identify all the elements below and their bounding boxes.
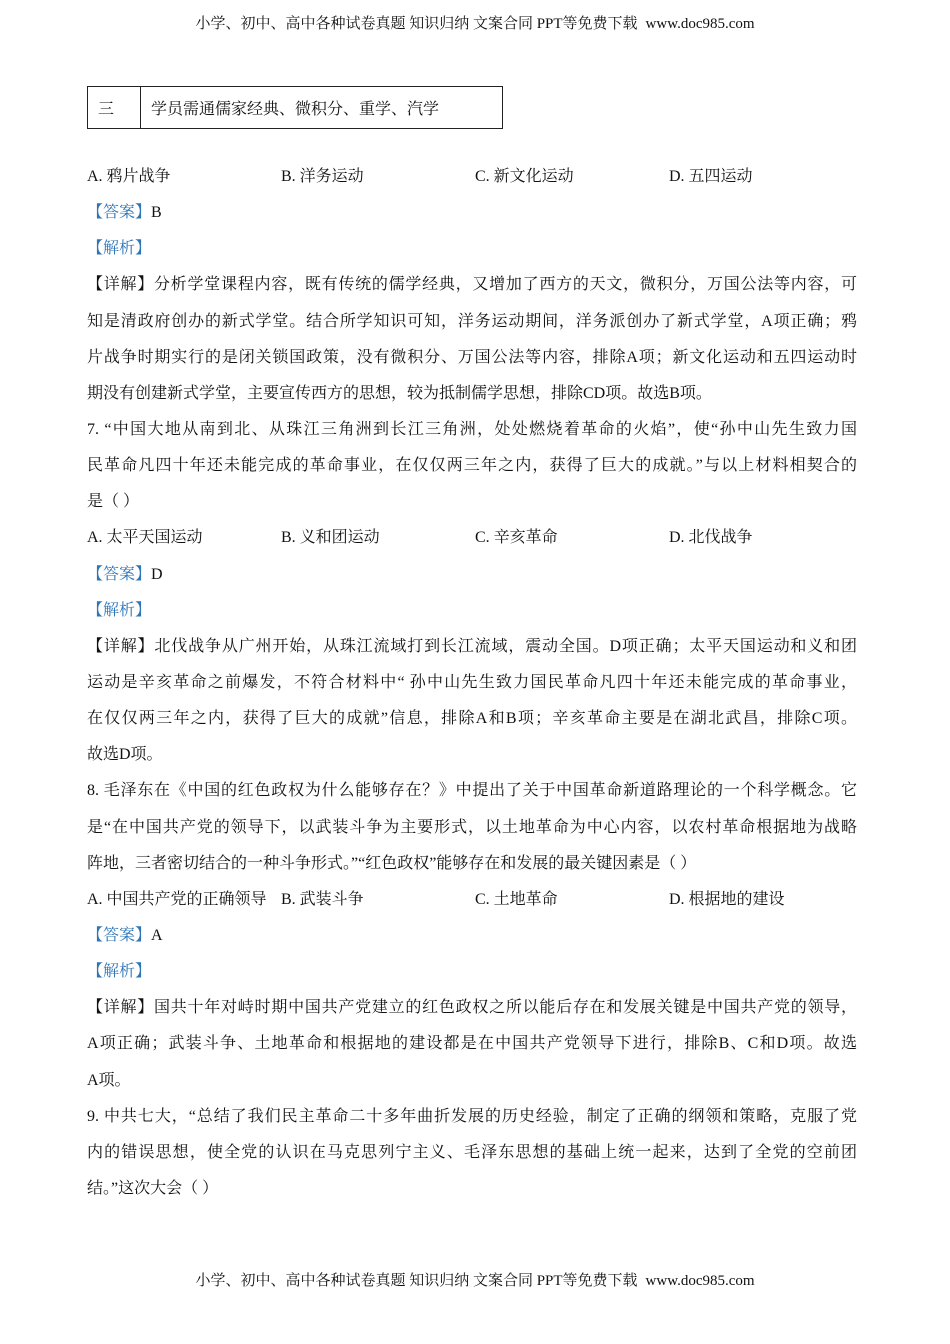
q7-detail-line [87, 629, 857, 665]
q9-stem-line: 结。”这次大会（ ） [87, 1179, 219, 1197]
q6-analysis-label: 【解析】 [87, 240, 152, 258]
header-url: www.doc985.com [645, 16, 755, 32]
answer-label: 【答案】 [87, 565, 152, 583]
q8-stem-line: 是“在中国共产党的领导下，以武装斗争为主要形式，以土地革命为中心内容，以农村革命根据地为战略 [87, 818, 857, 836]
q7-stem-line: 7. “中国大地从南到北、从珠江三角洲到长江三角洲，处处燃烧着革命的火焰”，使“孙中山先生致力国 [87, 420, 857, 438]
table-cell-index: 三 [88, 87, 141, 129]
detail-label: 【详解】 [87, 276, 155, 294]
q7-options [87, 520, 857, 556]
q6-detail-line: 片战争时期实行的是闭关锁国政策，没有微积分、万国公法等内容，排除A项；新文化运动和五四运动时 [87, 348, 857, 366]
q9-stem-line: 9. 中共七大，“总结了我们民主革命二十多年曲折发展的历史经验，制定了正确的纲领和策略，克服了党 [87, 1107, 857, 1125]
detail-label: 【详解】 [87, 637, 155, 655]
footer-text: 小学、初中、高中各种试卷真题 知识归纳 文案合同 PPT等免费下载 [195, 1273, 638, 1289]
q8-options [87, 882, 857, 918]
q9-stem-line: 内的错误思想，使全党的认识在马克思列宁主义、毛泽东思想的基础上统一起来，达到了全党的空前团 [87, 1143, 857, 1161]
option-b: B. 洋务运动 [281, 168, 364, 185]
detail-text: 北伐战争从广州开始，从珠江流域打到长江流域，震动全国。D项正确；太平天国运动和义和团 [154, 637, 857, 655]
q6-detail-line: 期没有创建新式学堂，主要宣传西方的思想，较为抵制儒学思想，排除CD项。故选B项。 [87, 384, 712, 402]
option-c: C. 新文化运动 [475, 168, 574, 185]
header-text: 小学、初中、高中各种试卷真题 知识归纳 文案合同 PPT等免费下载 [195, 16, 638, 32]
answer-value: B [151, 204, 162, 222]
q8-answer [87, 918, 857, 954]
page-header [0, 12, 950, 33]
detail-text: 分析学堂课程内容，既有传统的儒学经典，又增加了西方的天文，微积分，万国公法等内容，可 [154, 276, 857, 294]
q7-analysis-label: 【解析】 [87, 601, 152, 619]
footer-url: www.doc985.com [645, 1273, 755, 1289]
q7-stem-line: 是（ ） [87, 493, 140, 511]
answer-label: 【答案】 [87, 926, 152, 944]
page-footer [0, 1269, 950, 1290]
option-b: B. 武装斗争 [281, 890, 364, 908]
option-d: D. 五四运动 [669, 168, 753, 185]
answer-label: 【答案】 [87, 204, 152, 222]
q8-stem-line: 阵地，三者密切结合的一种斗争形式。”“红色政权”能够存在和发展的最关键因素是（ ） [87, 854, 697, 872]
option-c: C. 辛亥革命 [475, 529, 558, 547]
document-body [87, 159, 857, 1207]
option-b: B. 义和团运动 [281, 529, 380, 547]
material-table [87, 86, 503, 129]
option-d: D. 北伐战争 [669, 529, 753, 547]
option-d: D. 根据地的建设 [669, 890, 785, 908]
q6-detail-line: 知是清政府创办的新式学堂。结合所学知识可知，洋务运动期间，洋务派创办了新式学堂，A项正确；鸦 [87, 312, 857, 330]
detail-text: 国共十年对峙时期中国共产党建立的红色政权之所以能后存在和发展关键是中国共产党的领导， [154, 999, 857, 1017]
q8-detail-line: A项正确；武装斗争、土地革命和根据地的建设都是在中国共产党领导下进行，排除B、C和D项。故选 [87, 1035, 857, 1053]
q8-detail-line [87, 990, 857, 1026]
table-cell-content: 学员需通儒家经典、微积分、重学、汽学 [141, 87, 503, 129]
q8-detail-line: A项。 [87, 1071, 131, 1089]
q7-detail-line: 运动是辛亥革命之前爆发，不符合材料中“ 孙中山先生致力国民革命凡四十年还未能完成的革命事业， [87, 673, 857, 691]
option-c: C. 土地革命 [475, 890, 558, 908]
q7-stem-line: 民革命凡四十年还未能完成的革命事业，在仅仅两三年之内，获得了巨大的成就。”与以上材料相契合的 [87, 457, 857, 475]
option-a: A. 中国共产党的正确领导 [87, 890, 267, 908]
q8-analysis-label: 【解析】 [87, 963, 152, 981]
q6-options [87, 159, 857, 195]
q7-detail-line: 故选D项。 [87, 746, 163, 764]
q6-detail-line [87, 267, 857, 303]
detail-label: 【详解】 [87, 999, 155, 1017]
option-a: A. 太平天国运动 [87, 529, 203, 547]
answer-value: A [151, 926, 163, 944]
q7-detail-line: 在仅仅两三年之内，获得了巨大的成就”信息，排除A和B项；辛亥革命主要是在湖北武昌，排除C项。 [87, 710, 857, 728]
q8-stem-line: 8. 毛泽东在《中国的红色政权为什么能够存在？》中提出了关于中国革命新道路理论的一个科学概念。它 [87, 782, 857, 800]
q7-answer [87, 557, 857, 593]
option-a: A. 鸦片战争 [87, 168, 171, 185]
q6-answer [87, 195, 857, 231]
answer-value: D [151, 565, 163, 583]
